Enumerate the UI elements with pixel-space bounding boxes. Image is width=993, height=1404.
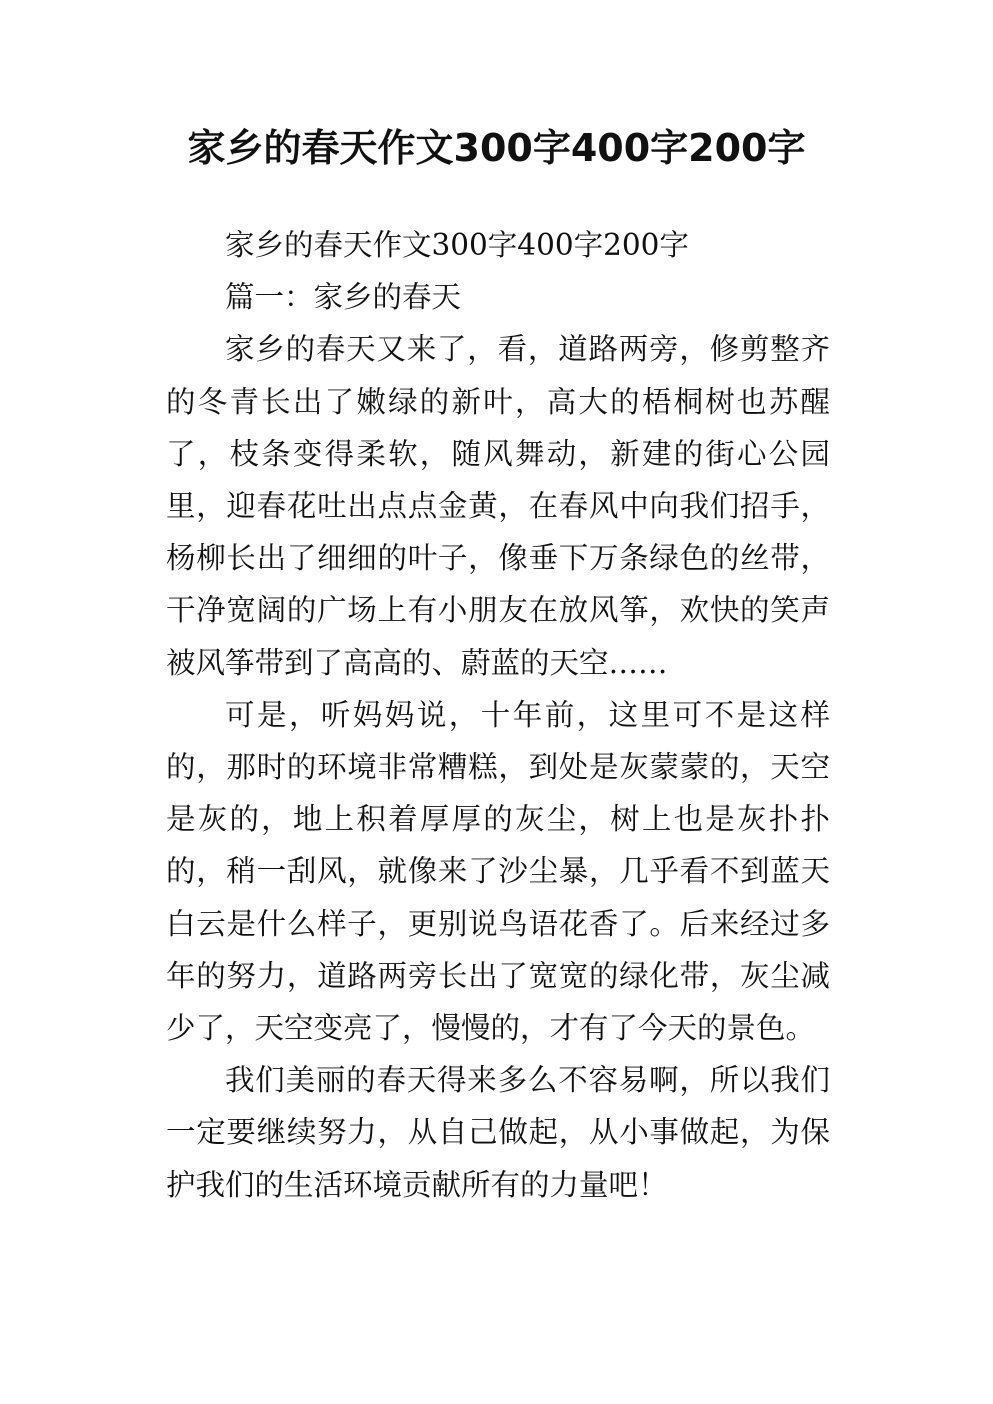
paragraph: 我们美丽的春天得来多么不容易啊，所以我们一定要继续努力，从自己做起，从小事做起，为保护我们的生活环境贡献所有的力量吧！ (166, 1063, 830, 1202)
paragraph: 可是，听妈妈说，十年前，这里可不是这样的，那时的环境非常糟糕，到处是灰蒙蒙的，天空是灰的，地上积着厚厚的灰尘，树上也是灰扑扑的，稍一刮风，就像来了沙尘暴，几乎看不到蓝天白云是什么样子，更别说鸟语花香了。后来经过多年的努力，道路两旁长出了宽宽的绿化带，灰尘减少了，天空变亮了，慢慢的，才有了今天的景色。 (166, 697, 830, 1046)
paragraph: 家乡的春天又来了，看，道路两旁，修剪整齐的冬青长出了嫩绿的新叶，高大的梧桐树也苏醒了，枝条变得柔软，随风舞动，新建的街心公园里，迎春花吐出点点金黄，在春风中向我们招手，杨柳长出了细细的叶子，像垂下万条绿色的丝带，干净宽阔的广场上有小朋友在放风筝，欢快的笑声被风筝带到了高高的、蔚蓝的天空…… (166, 332, 830, 680)
section-heading: 篇一：家乡的春天 (225, 280, 462, 315)
document-title: 家乡的春天作文300字400字200字 (187, 126, 806, 170)
document-body (166, 219, 830, 1211)
body-subtitle: 家乡的春天作文300字400字200字 (225, 228, 689, 262)
